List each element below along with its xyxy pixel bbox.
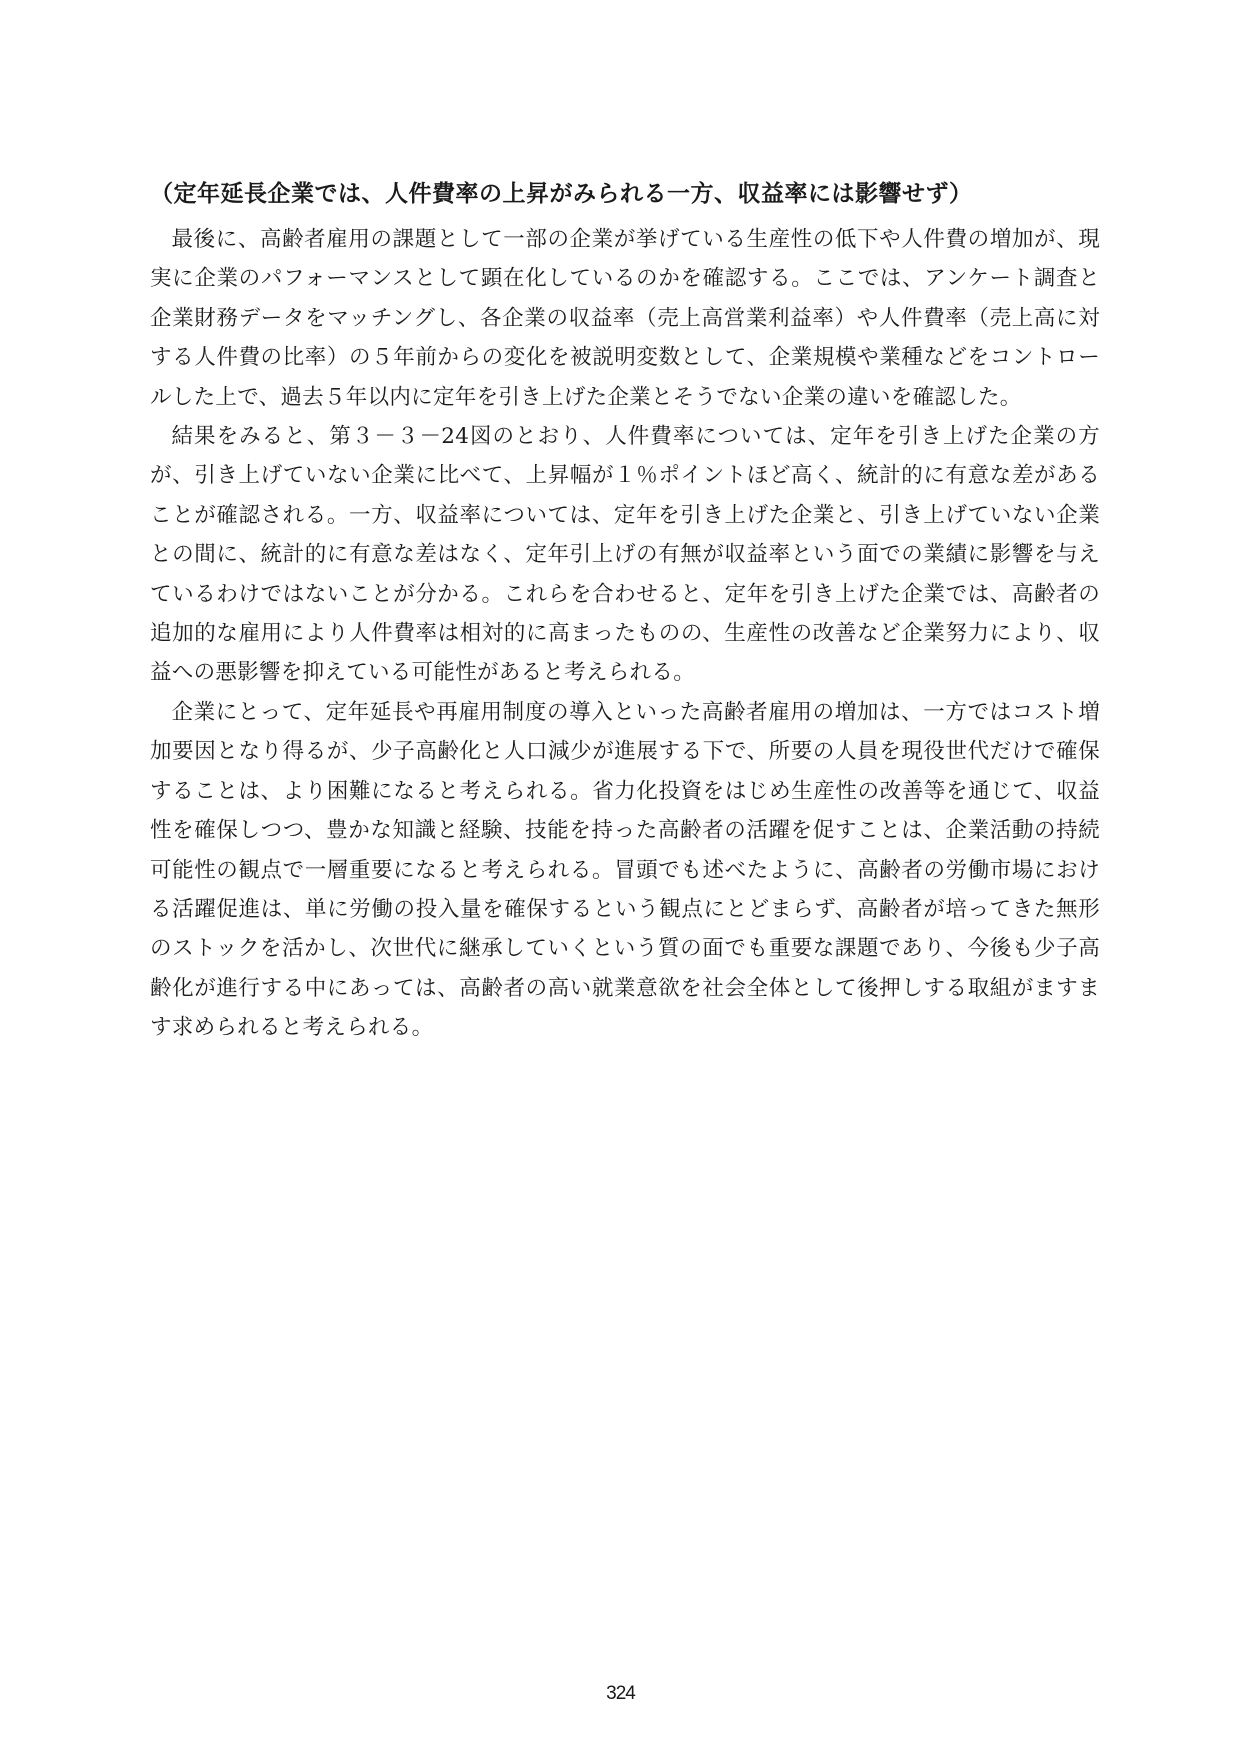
paragraph: 結果をみると、第３－３－24図のとおり、人件費率については、定年を引き上げた企業の方が、引き上げていない企業に比べて、上昇幅が１％ポイントほど高く、統計的に有意な差があることが確認される。一方、収益率については、定年を引き上げた企業と、引き上げていない企業との間に、統計的に有意な差はなく、定年引上げの有無が収益率という面での業績に影響を与えているわけではないことが分かる。これらを合わせると、定年を引き上げた企業では、高齢者の追加的な雇用により人件費率は相対的に高まったものの、生産性の改善など企業努力により、収益への悪影響を抑えている可能性があると考えられる。 [150, 424, 1100, 686]
page-number: 324 [606, 1683, 635, 1704]
body-text [150, 220, 1100, 1048]
paragraph: 企業にとって、定年延長や再雇用制度の導入といった高齢者雇用の増加は、一方ではコスト増加要因となり得るが、少子高齢化と人口減少が進展する下で、所要の人員を現役世代だけで確保することは、より困難になると考えられる。省力化投資をはじめ生産性の改善等を通じて、収益性を確保しつつ、豊かな知識と経験、技能を持った高齢者の活躍を促すことは、企業活動の持続可能性の観点で一層重要になると考えられる。冒頭でも述べたように、高齢者の労働市場における活躍促進は、単に労働の投入量を確保するという観点にとどまらず、高齢者が培ってきた無形のストックを活かし、次世代に継承していくという質の面でも重要な課題であり、今後も少子高齢化が進行する中にあっては、高齢者の高い就業意欲を社会全体として後押しする取組がますます求められると考えられる。 [150, 699, 1100, 1041]
paragraph: 最後に、高齢者雇用の課題として一部の企業が挙げている生産性の低下や人件費の増加が、現実に企業のパフォーマンスとして顕在化しているのかを確認する。ここでは、アンケート調査と企業財務データをマッチングし、各企業の収益率（売上高営業利益率）や人件費率（売上高に対する人件費の比率）の５年前からの変化を被説明変数として、企業規模や業種などをコントロールした上で、過去５年以内に定年を引き上げた企業とそうでない企業の違いを確認した。 [150, 227, 1100, 410]
section-heading: （定年延長企業では、人件費率の上昇がみられる一方、収益率には影響せず） [150, 181, 973, 207]
